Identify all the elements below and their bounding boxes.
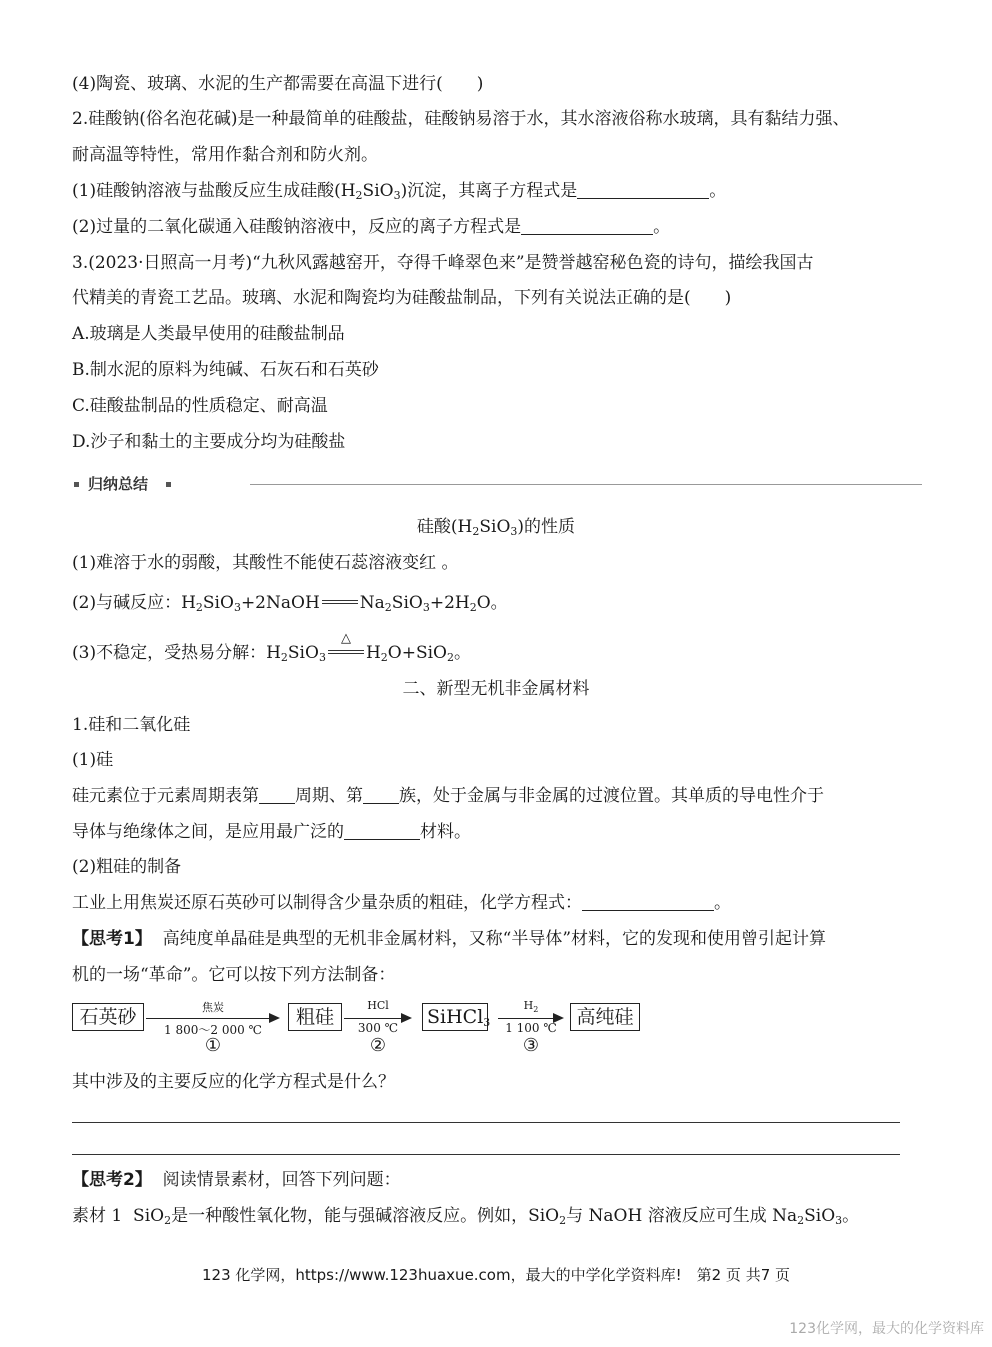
sub: 3 (483, 1016, 491, 1029)
heading-c: )的性质 (517, 517, 576, 537)
arrow-line (146, 1018, 270, 1019)
square-bullet-icon (166, 482, 171, 487)
step-number-3: ③ (522, 1035, 540, 1056)
option-a: A.玻璃是人类最早使用的硅酸盐制品 (72, 324, 345, 344)
paragraph-3-line2: 代精美的青瓷工艺品。玻璃、水泥和陶瓷均为硅酸盐制品，下列有关说法正确的是( ) (72, 288, 732, 308)
answer-blank[interactable] (259, 785, 295, 804)
paragraph-2-line1: 2.硅酸钠(俗名泡花碱)是一种最简单的硅酸盐，硅酸钠易溶于水，其水溶液俗称水玻璃，具有黏结力强、 (72, 109, 850, 129)
eq-part: O。 (476, 593, 508, 613)
summary-item-3 (72, 631, 471, 665)
sub: 2 (195, 601, 203, 614)
arrow-3-reagent (498, 999, 564, 1012)
section-2-title: 二、新型无机非金属材料 (402, 679, 590, 699)
eq-part: (3)不稳定，受热易分解：H (72, 643, 281, 663)
crude-text: 工业上用焦炭还原石英砂可以制得含少量杂质的粗硅，化学方程式： (72, 893, 582, 913)
answer-blank[interactable] (582, 892, 714, 911)
heat-triangle-icon: △ (340, 631, 351, 646)
flow-box-crude-silicon: 粗硅 (288, 1003, 342, 1031)
eq-part: SiO (391, 593, 423, 613)
eq-part: 。 (453, 643, 471, 663)
si-text: 材料。 (420, 822, 471, 842)
material-label: 素材 1 (72, 1206, 123, 1226)
sub: 2 (280, 651, 288, 664)
subsection-1-1: (1)硅 (72, 750, 114, 770)
arrow-line (344, 1018, 402, 1019)
sub: 2 (164, 1214, 172, 1227)
m-part: 与 NaOH 溶液反应可生成 Na (566, 1206, 798, 1226)
eq-part: SiO (202, 593, 234, 613)
flow-arrow-3 (498, 997, 564, 1056)
flow-box-pure-silicon: 高纯硅 (570, 1003, 640, 1031)
summary-title: 归纳总结 (88, 475, 149, 493)
sub: 3 (393, 189, 401, 202)
think-1-question: 其中涉及的主要反应的化学方程式是什么？ (72, 1072, 395, 1092)
square-bullet-icon (74, 482, 79, 487)
m-part: 是一种酸性氧化物，能与强碱溶液反应。例如，SiO (171, 1206, 560, 1226)
think-1-text: 高纯度单晶硅是典型的无机非金属材料，又称“半导体”材料，它的发现和使用曾引起计算 (162, 929, 827, 949)
sub: 2 (559, 1214, 567, 1227)
paragraph-2-line2: 耐高温等特性，常用作黏合剂和防火剂。 (72, 145, 378, 165)
sub: 2 (355, 189, 363, 202)
period: 。 (709, 181, 727, 201)
option-b: B.制水泥的原料为纯碱、石灰石和石英砂 (72, 360, 379, 380)
summary-separator (74, 474, 922, 496)
think-1-label: 【思考1】 (72, 929, 152, 949)
flow-arrow-1 (146, 997, 280, 1056)
eq-part: SiO (287, 643, 319, 663)
arrow-line (498, 1018, 554, 1019)
sub: 2 (797, 1214, 805, 1227)
answer-line[interactable] (72, 1154, 900, 1155)
page-footer: 123 化学网，https://www.123huaxue.com，最大的中学化学资料库! 第2 页 共7 页 (201, 1266, 791, 1284)
si-text: 周期、第 (295, 786, 363, 806)
think-1-line2: 机的一场“革命”。它可以按下列方法制备： (72, 965, 396, 985)
arrow-1-reagent: 焦炭 (202, 1001, 224, 1014)
arrow-2-reagent: HCl (367, 999, 389, 1012)
m-part: SiO (804, 1206, 836, 1226)
equals-sign (326, 631, 366, 665)
eq-part: (2)与碱反应：H (72, 593, 196, 613)
think-2-line (72, 1168, 401, 1192)
flow-box-quartz-sand: 石英砂 (72, 1003, 144, 1031)
step-number-2: ② (369, 1035, 387, 1056)
sub: 3 (510, 525, 518, 538)
sub: 2 (446, 651, 454, 664)
si-text: 族，处于金属与非金属的过渡位置。其单质的导电性介于 (399, 786, 824, 806)
sihcl3-text: SiHCl (427, 1006, 484, 1028)
answer-blank[interactable] (577, 180, 709, 199)
flow-box-sihcl3 (422, 1003, 491, 1031)
subsection-1-2: (2)粗硅的制备 (72, 857, 182, 877)
sub: 3 (318, 651, 326, 664)
si-text: 硅元素位于元素周期表第 (72, 786, 259, 806)
watermark: 123化学网，最大的化学资料库 (789, 1321, 984, 1337)
answer-blank[interactable] (363, 785, 399, 804)
crude-silicon-line (72, 891, 731, 915)
divider (250, 484, 922, 485)
material-1-line (72, 1204, 859, 1228)
eq-part: O+SiO (387, 643, 447, 663)
question-4: (4)陶瓷、玻璃、水泥的生产都需要在高温下进行( ) (72, 74, 484, 94)
eq-part: +2H (429, 593, 470, 613)
answer-line[interactable] (72, 1122, 900, 1123)
sub: 2 (380, 651, 388, 664)
period: 。 (714, 893, 731, 913)
sub: 2 (472, 525, 480, 538)
heading-b: SiO (479, 517, 511, 537)
question-2-1 (72, 179, 726, 203)
sub: 2 (384, 601, 392, 614)
arrow-3-condition: 1 100 ℃ (505, 1021, 557, 1035)
period: 。 (653, 217, 671, 237)
paragraph-3-line1: 3.(2023·日照高一月考)“九秋风露越窑开，夺得千峰翠色来”是赞誉越窑秘色瓷的诗句，描绘我国古 (72, 253, 814, 273)
sub: 3 (835, 1214, 843, 1227)
si-text: 导体与绝缘体之间，是应用最广泛的 (72, 822, 344, 842)
think-2-text: 阅读情景素材，回答下列问题： (162, 1170, 401, 1190)
subsection-1: 1.硅和二氧化硅 (72, 715, 191, 735)
h-text: H (523, 999, 534, 1012)
think-1-line1 (72, 927, 826, 951)
summary-item-1: (1)难溶于水的弱酸，其酸性不能使石蕊溶液变红 。 (72, 553, 459, 573)
answer-blank[interactable] (521, 216, 653, 235)
summary-heading (0, 515, 992, 539)
m-part: SiO (133, 1206, 165, 1226)
m-part: 。 (842, 1206, 860, 1226)
sub: 3 (422, 601, 430, 614)
equals-sign (320, 591, 360, 615)
q2-2-text: (2)过量的二氧化碳通入硅酸钠溶液中，反应的离子方程式是 (72, 217, 522, 237)
option-d: D.沙子和黏土的主要成分均为硅酸盐 (72, 432, 346, 452)
arrow-1-condition: 1 800～2 000 ℃ (164, 1023, 262, 1037)
think-2-label: 【思考2】 (72, 1170, 152, 1190)
q2-1-text-b: SiO (362, 181, 394, 201)
sub: 2 (533, 1005, 539, 1014)
q2-1-text-c: )沉淀，其离子方程式是 (400, 181, 578, 201)
eq-part: H (365, 643, 381, 663)
answer-blank[interactable] (344, 821, 420, 840)
silicon-line1 (72, 784, 824, 808)
heading-a: 硅酸(H (416, 517, 473, 537)
eq-part: +2NaOH (240, 593, 320, 613)
flow-arrow-2 (344, 997, 412, 1056)
question-2-2 (72, 215, 670, 239)
sub: 2 (469, 601, 477, 614)
sub: 3 (233, 601, 241, 614)
step-number-1: ① (204, 1035, 222, 1056)
arrow-2-condition: 300 ℃ (357, 1021, 399, 1035)
eq-part: Na (359, 593, 385, 613)
option-c: C.硅酸盐制品的性质稳定、耐高温 (72, 396, 328, 416)
silicon-line2 (72, 820, 471, 844)
summary-item-2 (72, 591, 508, 615)
q2-1-text-a: (1)硅酸钠溶液与盐酸反应生成硅酸(H (72, 181, 356, 201)
